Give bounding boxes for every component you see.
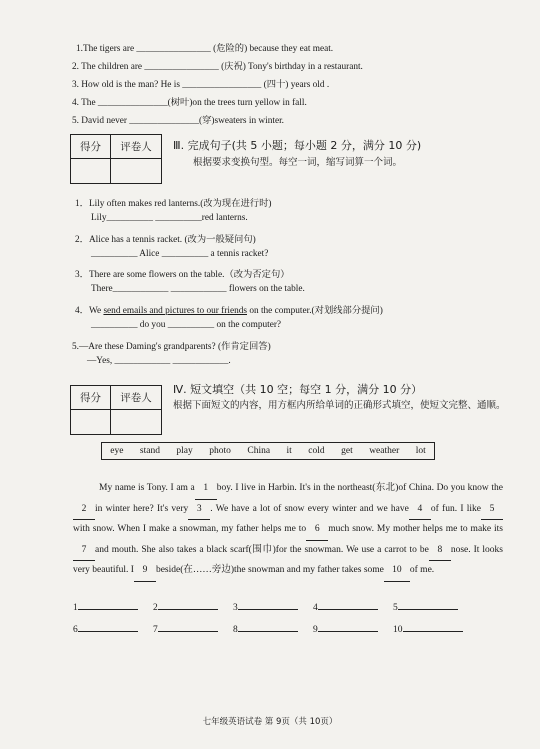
part2-line-5: 5. David never _______________(穿)sweaters in winter. — [72, 116, 284, 126]
grader-label: 评卷人 — [111, 386, 161, 410]
answer-number: 9 — [313, 625, 318, 635]
word-bank-item: eye — [110, 446, 124, 456]
s3-line-10: —Yes, ____________ ____________. — [87, 356, 231, 366]
passage-blank: 4 — [409, 500, 431, 521]
grader-cell — [111, 410, 161, 434]
answer-blank[interactable] — [403, 622, 463, 632]
passage-text: of fun. I like — [430, 503, 481, 514]
section3-title: Ⅲ. 完成句子(共 5 小题；每小题 2 分，满分 10 分) — [173, 139, 422, 152]
answer-row-2 — [73, 622, 473, 635]
score-cell — [71, 159, 111, 183]
passage-blank: 8 — [429, 541, 451, 562]
score-cell — [71, 410, 111, 434]
passage-text: beside(在……旁边)the snowman and my father takes some — [155, 565, 384, 575]
grader-cell — [111, 159, 161, 183]
answer-number: 4 — [313, 603, 318, 613]
word-bank-box — [101, 442, 435, 460]
answer-slot[interactable] — [73, 622, 153, 635]
answer-blank[interactable] — [78, 600, 138, 610]
section3-note: 根据要求变换句型。每空一词，缩写词算一个词。 — [193, 157, 403, 168]
word-bank-item: photo — [209, 446, 231, 456]
s3-q4-suffix: on the computer.(对划线部分提问) — [247, 306, 383, 316]
passage-text: . We have a lot of snow every winter and we have — [210, 503, 409, 514]
answer-blank[interactable] — [398, 600, 458, 610]
passage-blank: 9 — [134, 561, 156, 582]
answer-blank[interactable] — [238, 600, 298, 610]
s3-line-2: Lily__________ __________red lanterns. — [91, 213, 248, 223]
passage-blank: 2 — [73, 500, 95, 521]
passage-blank: 3 — [188, 500, 210, 521]
score-label: 得分 — [71, 386, 111, 410]
score-label: 得分 — [71, 135, 111, 159]
score-box-section4 — [70, 385, 162, 435]
passage-blank: 7 — [73, 541, 95, 562]
word-bank-item: get — [341, 446, 353, 456]
answer-slot[interactable] — [153, 622, 233, 635]
answer-slot[interactable] — [73, 600, 153, 613]
answer-slot[interactable] — [233, 600, 313, 613]
answer-blank[interactable] — [78, 622, 138, 632]
answer-number: 1 — [73, 603, 78, 613]
answer-slot[interactable] — [313, 600, 393, 613]
passage-blank: 1 — [195, 479, 217, 500]
passage-text: boy. I live in Harbin. It's in the northeast(东北)of China. Do you know the — [216, 483, 503, 493]
answer-number: 2 — [153, 603, 158, 613]
s3-q4-prefix: 4．We — [75, 306, 104, 316]
part2-line-4: 4. The _______________(树叶)on the trees turn yellow in fall. — [72, 98, 307, 108]
word-bank-item: China — [247, 446, 271, 456]
part2-line-1: 1.The tigers are ________________ (危险的) because they eat meat. — [76, 44, 334, 54]
s3-line-1: 1．Lily often makes red lanterns.(改为现在进行时) — [75, 199, 272, 209]
answer-blank[interactable] — [238, 622, 298, 632]
answer-slot[interactable] — [393, 600, 473, 613]
s3-line-4: __________ Alice __________ a tennis racket? — [91, 249, 269, 259]
word-bank-item: cold — [308, 446, 325, 456]
answer-slot[interactable] — [393, 622, 473, 635]
passage-blank: 5 — [481, 500, 503, 521]
answer-number: 10 — [393, 625, 403, 635]
s3-line-5: 3．There are some flowers on the table.（改为否定句） — [75, 270, 290, 280]
answer-blank[interactable] — [318, 622, 378, 632]
section4-title: Ⅳ. 短文填空（共 10 空；每空 1 分，满分 10 分） — [173, 383, 423, 396]
answer-number: 6 — [73, 625, 78, 635]
word-bank-item: weather — [369, 446, 400, 456]
word-bank-item: stand — [139, 446, 160, 456]
answer-slot[interactable] — [233, 622, 313, 635]
passage-text: in winter here? It's very — [95, 503, 189, 514]
section4-note: 根据下面短文的内容，用方框内所给单词的正确形式填空，使短文完整、通顺。 — [173, 400, 506, 411]
passage-text: My name is Tony. I am a — [99, 483, 195, 493]
s3-q4-underlined: send emails and pictures to our friends — [103, 306, 247, 316]
passage-text: with snow. When I make a snowman, my father helps me to — [73, 524, 307, 534]
passage-text: nose. It looks very beautiful. I — [73, 544, 504, 575]
passage — [73, 479, 503, 582]
part2-line-2: 2. The children are ________________ (庆祝) Tony's birthday in a restaurant. — [72, 62, 363, 72]
s3-line-9: 5.—Are these Daming's grandparents? (作肯定回答) — [72, 342, 271, 352]
word-bank-item: it — [286, 446, 292, 456]
answer-row-1 — [73, 600, 473, 613]
answer-number: 7 — [153, 625, 158, 635]
s3-line-7 — [75, 302, 383, 316]
answer-number: 3 — [233, 603, 238, 613]
s3-line-8: __________ do you __________ on the computer? — [91, 320, 282, 330]
page-footer: 七年级英语试卷 第 9页（共 10页） — [202, 717, 338, 727]
answer-number: 5 — [393, 603, 398, 613]
answer-blank[interactable] — [158, 600, 218, 610]
answer-blank[interactable] — [158, 622, 218, 632]
part2-line-3: 3. How old is the man? He is _________________ (四十) years old . — [72, 80, 330, 90]
score-box-section3 — [70, 134, 162, 184]
passage-text: much snow. My mother helps me to make its — [328, 524, 504, 534]
answer-number: 8 — [233, 625, 238, 635]
passage-text: and mouth. She also takes a black scarf(围巾)for the snowman. We use a carrot to be — [95, 544, 429, 555]
answer-blank[interactable] — [318, 600, 378, 610]
grader-label: 评卷人 — [111, 135, 161, 159]
answer-slot[interactable] — [153, 600, 233, 613]
s3-line-3: 2．Alice has a tennis racket. (改为一般疑问句) — [75, 235, 256, 245]
s3-line-6: There____________ ____________ flowers on the table. — [91, 284, 305, 294]
passage-blank: 6 — [306, 520, 328, 541]
word-bank-item: play — [176, 446, 193, 456]
word-bank-item: lot — [415, 446, 426, 456]
passage-blank: 10 — [384, 561, 410, 582]
answer-slot[interactable] — [313, 622, 393, 635]
passage-text: of me. — [409, 565, 435, 575]
